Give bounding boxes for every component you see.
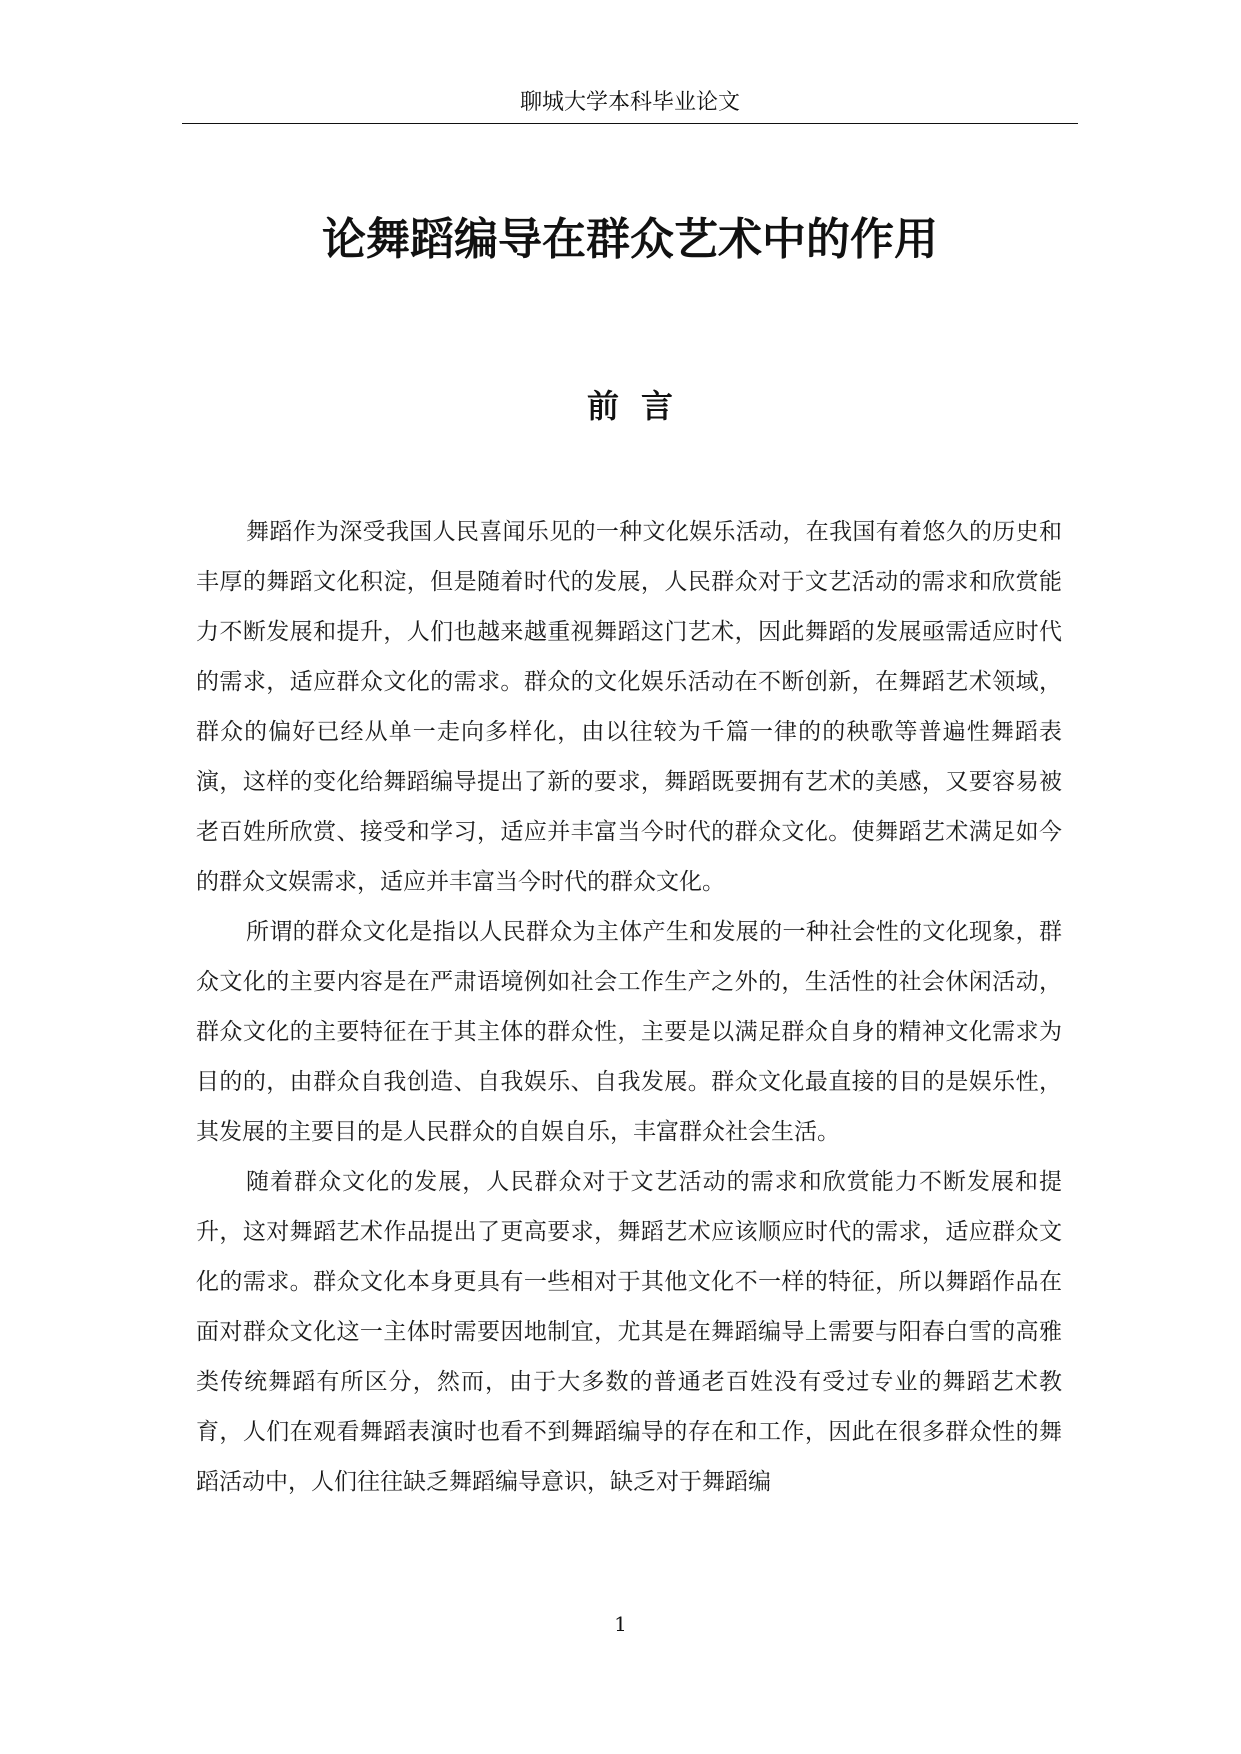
paragraph-1: 舞蹈作为深受我国人民喜闻乐见的一种文化娱乐活动，在我国有着悠久的历史和丰厚的舞蹈文化积淀，但是随着时代的发展，人民群众对于文艺活动的需求和欣赏能力不断发展和提升，人们也越来越重视舞蹈这门艺术，因此舞蹈的发展亟需适应时代的需求，适应群众文化的需求。群众的文化娱乐活动在不断创新，在舞蹈艺术领域，群众的偏好已经从单一走向多样化，由以往较为千篇一律的的秧歌等普遍性舞蹈表演，这样的变化给舞蹈编导提出了新的要求，舞蹈既要拥有艺术的美感，又要容易被老百姓所欣赏、接受和学习，适应并丰富当今时代的群众文化。使舞蹈艺术满足如今的群众文娱需求，适应并丰富当今时代的群众文化。 <box>196 519 1062 895</box>
paragraph-3: 随着群众文化的发展，人民群众对于文艺活动的需求和欣赏能力不断发展和提升，这对舞蹈艺术作品提出了更高要求，舞蹈艺术应该顺应时代的需求，适应群众文化的需求。群众文化本身更具有一些相对于其他文化不一样的特征，所以舞蹈作品在面对群众文化这一主体时需要因地制宜，尤其是在舞蹈编导上需要与阳春白雪的高雅类传统舞蹈有所区分，然而，由于大多数的普通老百姓没有受过专业的舞蹈艺术教育，人们在观看舞蹈表演时也看不到舞蹈编导的存在和工作，因此在很多群众性的舞蹈活动中，人们往往缺乏舞蹈编导意识，缺乏对于舞蹈编 <box>196 1169 1062 1495</box>
running-header: 聊城大学本科毕业论文 <box>519 90 740 115</box>
header-rule <box>182 123 1078 124</box>
page-number: 1 <box>614 1612 627 1636</box>
paragraph-2: 所谓的群众文化是指以人民群众为主体产生和发展的一种社会性的文化现象，群众文化的主要内容是在严肃语境例如社会工作生产之外的，生活性的社会休闲活动，群众文化的主要特征在于其主体的群众性，主要是以满足群众自身的精神文化需求为目的的，由群众自我创造、自我娱乐、自我发展。群众文化最直接的目的是娱乐性，其发展的主要目的是人民群众的自娱自乐，丰富群众社会生活。 <box>196 919 1062 1145</box>
document-title: 论舞蹈编导在群众艺术中的作用 <box>322 214 938 265</box>
section-title: 前言 <box>586 387 695 425</box>
body-text <box>196 507 1062 1507</box>
